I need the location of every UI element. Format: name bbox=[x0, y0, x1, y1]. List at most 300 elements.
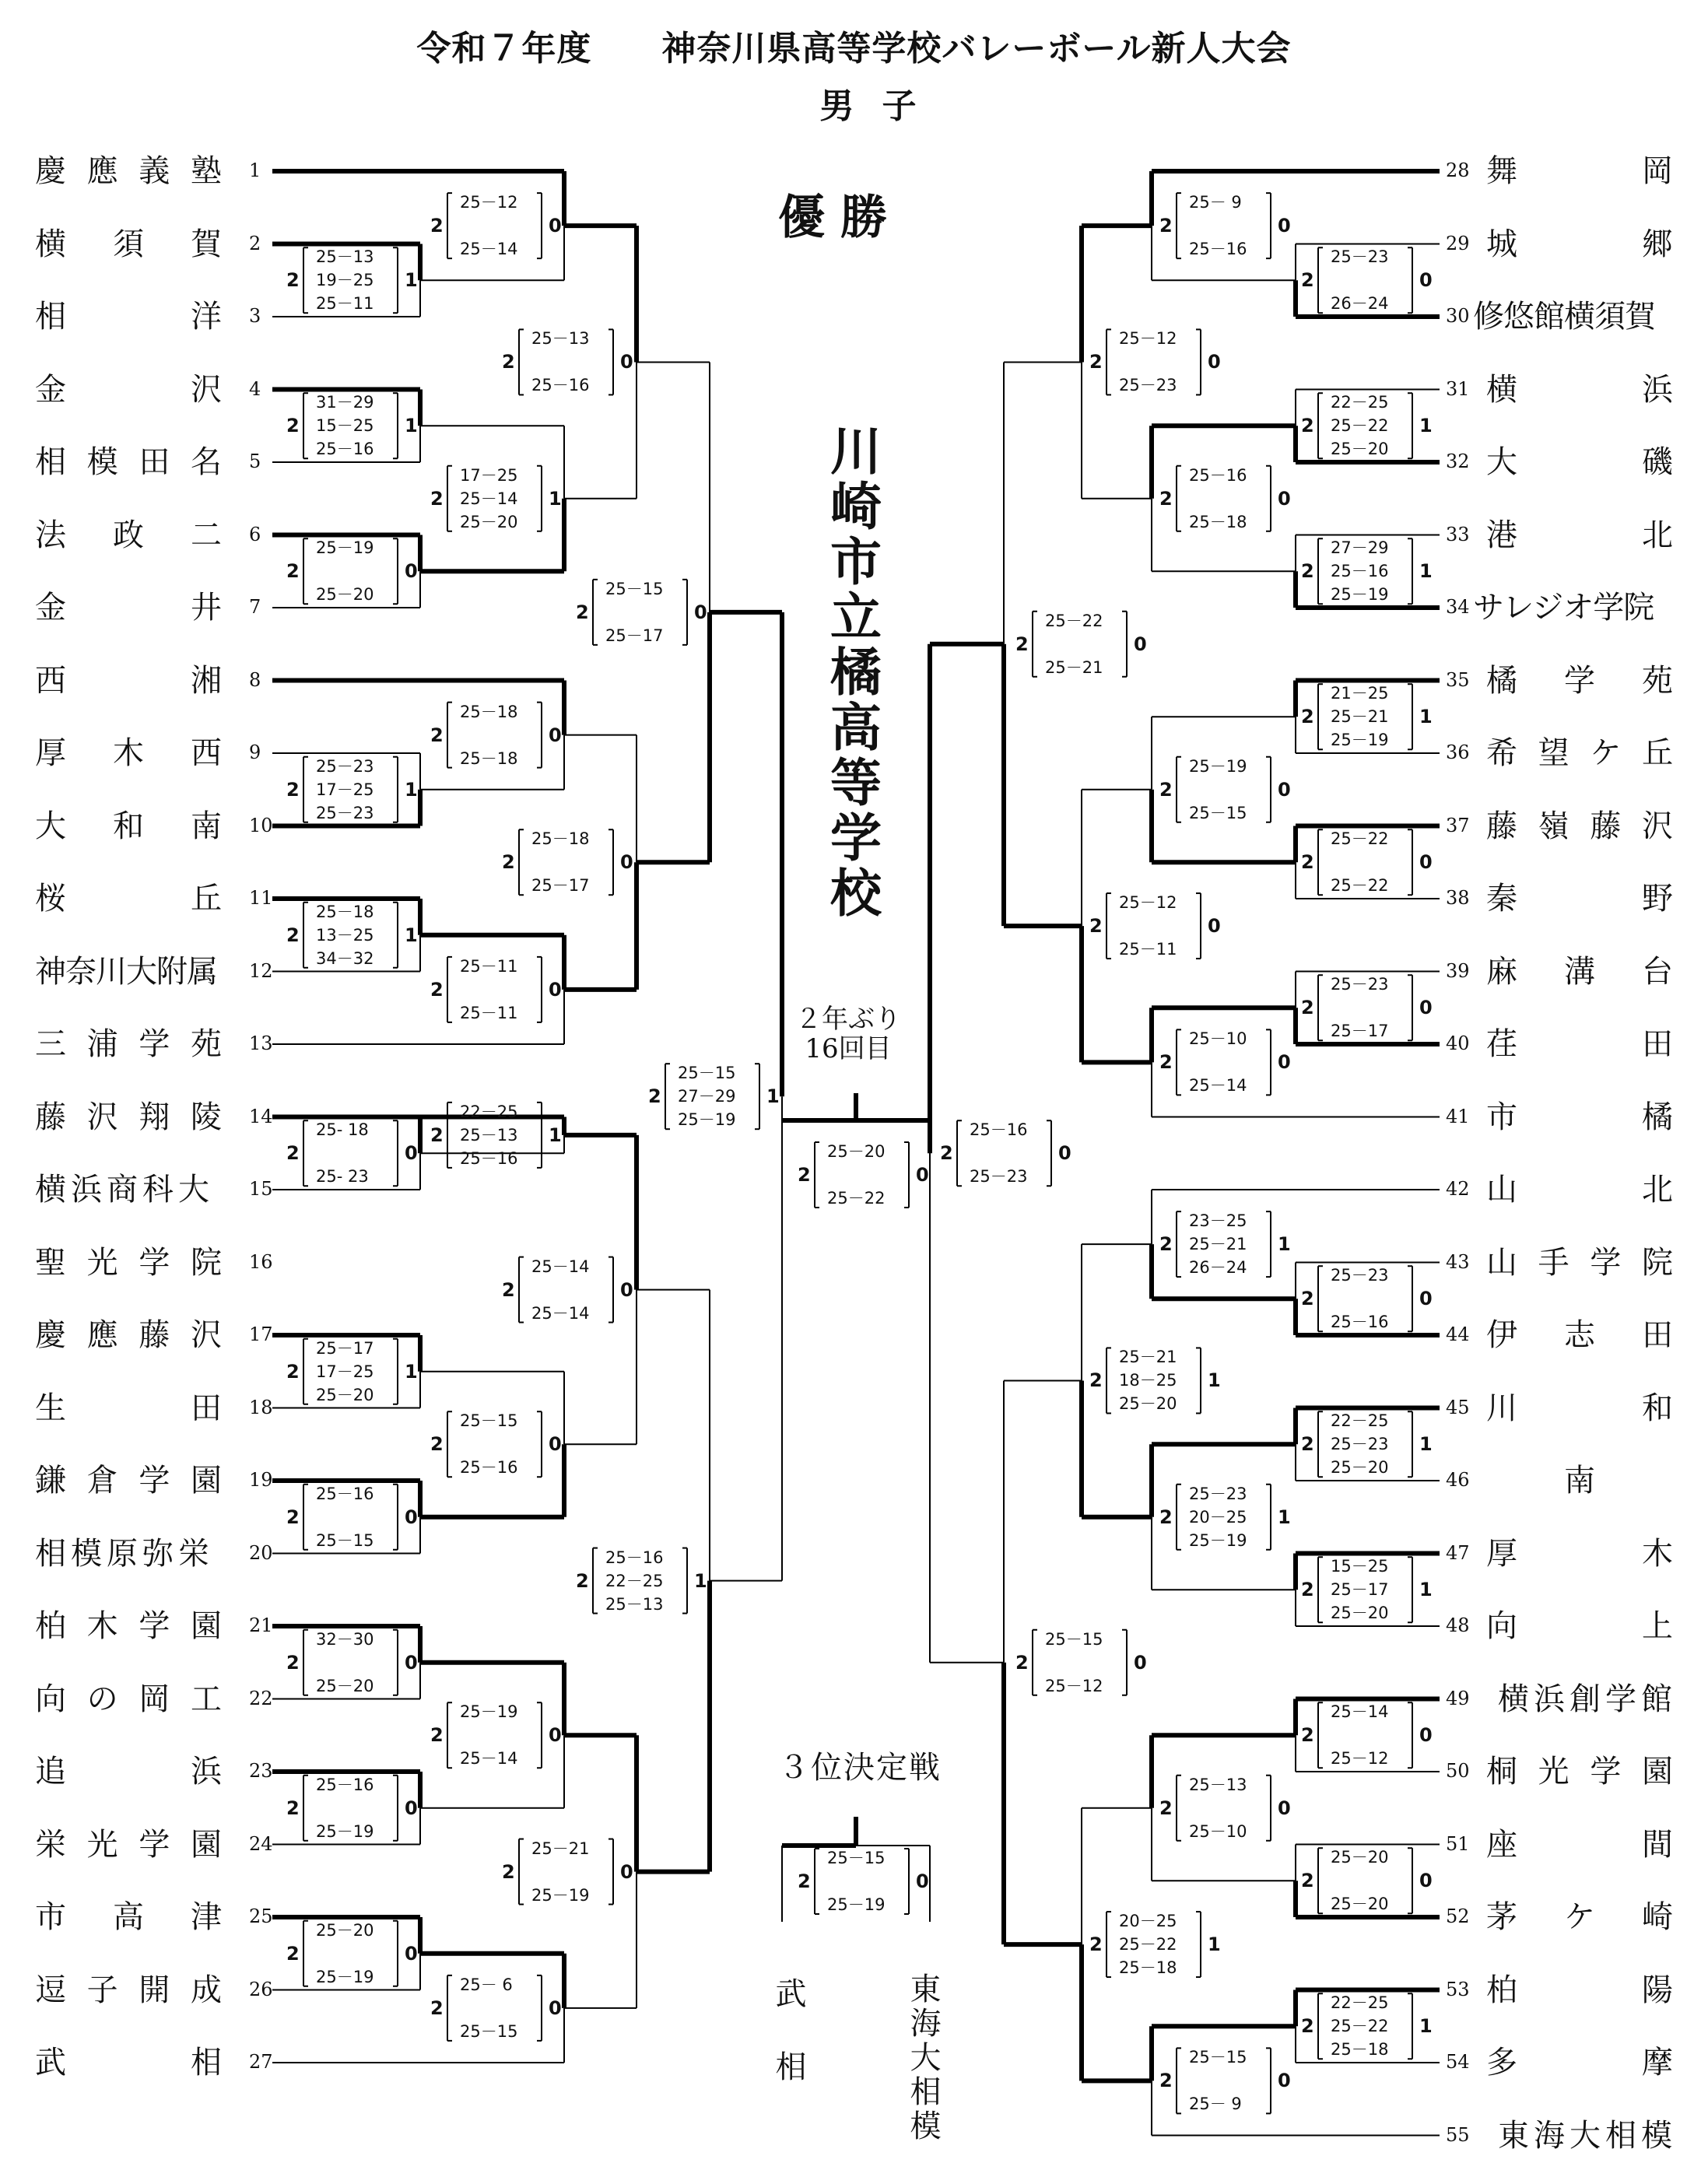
team-name: 横浜創学館 bbox=[1498, 1681, 1677, 1717]
match-sets-won-a: 2 bbox=[1159, 1506, 1173, 1528]
set-score: 25－13 bbox=[1189, 1775, 1247, 1794]
team-name-char: 相 bbox=[35, 444, 66, 480]
page-subtitle: 男子 bbox=[819, 86, 945, 126]
match-sets-won-b: 0 bbox=[694, 601, 707, 623]
team-name-char: 学 bbox=[139, 1244, 170, 1281]
team-name-char: 田 bbox=[139, 444, 170, 480]
left-team-27 bbox=[35, 2039, 222, 2086]
team-name-char: 丘 bbox=[1641, 735, 1673, 771]
set-score: 25－20 bbox=[1331, 1458, 1389, 1478]
match-sets-won-a: 2 bbox=[648, 1085, 661, 1108]
team-name-char: 高 bbox=[113, 1899, 144, 1935]
team-name-char: 望 bbox=[1538, 735, 1569, 771]
match-sets-won-a: 2 bbox=[286, 778, 300, 801]
set-score: 25－16 bbox=[316, 1775, 374, 1794]
team-name-char: 法 bbox=[35, 517, 66, 553]
set-score: 25－17 bbox=[531, 876, 590, 896]
match-sets-won-a: 2 bbox=[430, 1124, 444, 1146]
set-score: 25－11 bbox=[460, 1003, 518, 1022]
set-score: 25－23 bbox=[1331, 1435, 1389, 1454]
team-name-char: 市 bbox=[35, 1899, 66, 1935]
set-score: 25－13 bbox=[605, 1594, 664, 1614]
team-name-char: 木 bbox=[86, 1608, 118, 1644]
set-score: 25－14 bbox=[460, 489, 518, 508]
match-sets-won-a: 2 bbox=[286, 560, 300, 583]
set-score: 25－17 bbox=[1331, 1580, 1389, 1600]
team-name-char: 藤 bbox=[1590, 808, 1622, 844]
match-sets-won-b: 0 bbox=[549, 215, 562, 237]
match-sets-won-a: 2 bbox=[502, 851, 515, 874]
team-name-char: 相 bbox=[191, 2045, 222, 2081]
team-name-char: 学 bbox=[139, 1608, 170, 1644]
match-sets-won-b: 1 bbox=[1419, 1579, 1433, 1601]
seed-number: 45 bbox=[1446, 1396, 1470, 1418]
seed-number: 37 bbox=[1446, 814, 1470, 836]
match-sets-won-b: 1 bbox=[1419, 2015, 1433, 2038]
left-team-20 bbox=[35, 1530, 222, 1577]
match-sets-won-b: 0 bbox=[916, 1870, 929, 1892]
team-name-char: 生 bbox=[35, 1390, 66, 1426]
set-score: 25－12 bbox=[1331, 1749, 1389, 1769]
match-sets-won-b: 0 bbox=[405, 560, 418, 583]
team-name-char: 苑 bbox=[1642, 662, 1673, 699]
seed-number: 18 bbox=[249, 1396, 273, 1418]
match-sets-won-a: 2 bbox=[1015, 633, 1029, 655]
team-name-char: 浦 bbox=[86, 1026, 118, 1062]
seed-number: 53 bbox=[1446, 1978, 1470, 2000]
left-team-11 bbox=[35, 875, 222, 922]
match-sets-won-b: 1 bbox=[1278, 1233, 1291, 1256]
team-name-char: 和 bbox=[113, 808, 144, 844]
set-score: 25- 23 bbox=[316, 1167, 369, 1187]
match-sets-won-a: 2 bbox=[1159, 215, 1173, 237]
set-score: 25－12 bbox=[1119, 893, 1177, 913]
set-score: 22－25 bbox=[605, 1571, 664, 1590]
match-sets-won-a: 2 bbox=[286, 1142, 300, 1165]
match-sets-won-b: 0 bbox=[620, 1278, 633, 1301]
match-sets-won-b: 1 bbox=[549, 1124, 562, 1146]
set-score: 25－20 bbox=[316, 1920, 374, 1940]
seed-number: 39 bbox=[1446, 959, 1470, 982]
team-name-char: 横 bbox=[1486, 371, 1517, 408]
set-score: 25－12 bbox=[1119, 329, 1177, 349]
seed-number: 47 bbox=[1446, 1541, 1470, 1564]
set-score: 25－23 bbox=[1331, 975, 1389, 994]
seed-number: 25 bbox=[249, 1905, 273, 1927]
left-team-25 bbox=[35, 1894, 222, 1940]
match-sets-won-b: 1 bbox=[694, 1569, 707, 1592]
team-name-char: 大 bbox=[35, 808, 66, 844]
team-name-char: 厚 bbox=[1486, 1535, 1517, 1572]
match-sets-won-b: 0 bbox=[1208, 915, 1221, 938]
left-team-15 bbox=[35, 1166, 222, 1213]
match-sets-won-a: 2 bbox=[1159, 1797, 1173, 1819]
seed-number: 32 bbox=[1446, 450, 1470, 472]
match-sets-won-a: 2 bbox=[430, 1433, 444, 1456]
set-score: 25－14 bbox=[1189, 1076, 1247, 1096]
match-sets-won-a: 2 bbox=[798, 1870, 811, 1892]
page-title: 令和７年度 神奈川県高等学校バレーボール新人大会 bbox=[416, 29, 1292, 68]
set-score: 22－25 bbox=[1331, 1411, 1389, 1431]
match-sets-won-a: 2 bbox=[430, 487, 444, 510]
seed-number: 52 bbox=[1446, 1905, 1470, 1927]
set-score: 25－16 bbox=[316, 1484, 374, 1503]
team-name-char: 子 bbox=[86, 1972, 118, 2008]
set-score: 25－15 bbox=[678, 1064, 736, 1083]
seed-number: 17 bbox=[249, 1323, 273, 1345]
match-sets-won-a: 2 bbox=[1301, 269, 1314, 292]
match-sets-won-a: 2 bbox=[1159, 1233, 1173, 1256]
set-score: 25－16 bbox=[531, 376, 590, 395]
right-team-40 bbox=[1486, 1021, 1673, 1067]
match-sets-won-b: 1 bbox=[1419, 706, 1433, 728]
seed-number: 20 bbox=[249, 1541, 273, 1564]
match-sets-won-a: 2 bbox=[502, 1860, 515, 1883]
set-score: 18－25 bbox=[1119, 1371, 1177, 1390]
set-score: 25－20 bbox=[827, 1142, 886, 1161]
team-name-char: 藤 bbox=[1486, 808, 1517, 844]
seed-number: 3 bbox=[249, 305, 261, 327]
team-name: 東海大相模 bbox=[1498, 2117, 1677, 2154]
match-sets-won-a: 2 bbox=[1089, 1369, 1103, 1392]
set-score: 25－20 bbox=[316, 1676, 374, 1695]
set-score: 25－11 bbox=[460, 956, 518, 976]
seed-number: 55 bbox=[1446, 2123, 1470, 2146]
set-score: 25－19 bbox=[1189, 756, 1247, 776]
team-name-char: ケ bbox=[1564, 1899, 1595, 1935]
set-score: 25－23 bbox=[316, 803, 374, 822]
left-team-4 bbox=[35, 366, 222, 413]
team-name-char: の bbox=[86, 1681, 118, 1717]
left-team-3 bbox=[35, 293, 222, 340]
match-sets-won-b: 0 bbox=[549, 1433, 562, 1456]
set-score: 25－14 bbox=[460, 1749, 518, 1769]
set-score: 25－12 bbox=[460, 193, 518, 212]
match-sets-won-b: 0 bbox=[1419, 1870, 1433, 1892]
team-name-char: 田 bbox=[191, 1390, 222, 1426]
team-name-char: 苑 bbox=[190, 1026, 222, 1062]
team-name-char: 学 bbox=[1590, 1244, 1622, 1281]
team-name-char: 光 bbox=[1538, 1754, 1569, 1790]
left-team-7 bbox=[35, 584, 222, 631]
team-name-char: 溝 bbox=[1564, 953, 1595, 990]
match-sets-won-a: 2 bbox=[286, 415, 300, 437]
seed-number: 46 bbox=[1446, 1469, 1470, 1491]
seed-number: 50 bbox=[1446, 1760, 1470, 1782]
set-score: 25－13 bbox=[460, 1125, 518, 1145]
champion-name: 川崎市立橘高等学校 bbox=[830, 422, 882, 924]
match-sets-won-a: 2 bbox=[1159, 1051, 1173, 1074]
match-sets-won-a: 2 bbox=[1089, 351, 1103, 373]
left-team-10 bbox=[35, 803, 222, 850]
right-team-32 bbox=[1486, 439, 1673, 486]
match-sets-won-a: 2 bbox=[502, 351, 515, 373]
right-team-47 bbox=[1486, 1530, 1673, 1577]
set-score: 25－13 bbox=[316, 247, 374, 267]
team-name-char: 模 bbox=[86, 444, 118, 480]
right-team-50 bbox=[1486, 1748, 1673, 1795]
team-name-char: 志 bbox=[1564, 1317, 1595, 1353]
set-score: 25－16 bbox=[460, 1458, 518, 1478]
set-score: 19－25 bbox=[316, 271, 374, 290]
team-name-char: 間 bbox=[1642, 1826, 1673, 1863]
set-score: 25－14 bbox=[531, 1257, 590, 1276]
set-score: 25－17 bbox=[316, 1338, 374, 1358]
team-name-char: 学 bbox=[139, 1026, 170, 1062]
team-name-char: 田 bbox=[1642, 1317, 1673, 1353]
match-sets-won-a: 2 bbox=[1159, 778, 1173, 801]
set-score: 25－20 bbox=[316, 585, 374, 605]
match-sets-won-b: 1 bbox=[405, 269, 418, 292]
team-name-char: 洋 bbox=[191, 299, 222, 335]
champion-note-years: ２年ぶり bbox=[795, 1004, 901, 1035]
match-sets-won-a: 2 bbox=[940, 1142, 953, 1165]
set-score: 25－16 bbox=[1189, 465, 1247, 485]
team-name-char: 荏 bbox=[1486, 1026, 1517, 1062]
team-name-char: 沢 bbox=[190, 1317, 222, 1353]
team-name-char: 慶 bbox=[35, 1317, 66, 1353]
set-score: 25－14 bbox=[460, 240, 518, 259]
team-name-char: 北 bbox=[1642, 517, 1673, 553]
team-name-char: 浜 bbox=[1642, 371, 1673, 408]
right-team-54 bbox=[1486, 2039, 1673, 2086]
seed-number: 6 bbox=[249, 523, 261, 545]
set-score: 25－16 bbox=[605, 1548, 664, 1567]
left-team-13 bbox=[35, 1021, 222, 1067]
team-name: 神奈川大附属 bbox=[35, 953, 217, 990]
set-score: 25－19 bbox=[827, 1895, 886, 1914]
match-sets-won-b: 1 bbox=[1419, 1433, 1433, 1456]
team-name-char: 学 bbox=[139, 1463, 170, 1499]
set-score: 25－18 bbox=[1331, 2040, 1389, 2060]
match-sets-won-a: 2 bbox=[1301, 1433, 1314, 1456]
seed-number: 9 bbox=[249, 741, 261, 763]
team-name-char: 橘 bbox=[1642, 1099, 1673, 1135]
team-name-char: 学 bbox=[1564, 662, 1595, 699]
left-team-22 bbox=[35, 1676, 222, 1723]
team-name-char: 舞 bbox=[1486, 153, 1517, 189]
team-name-char: 手 bbox=[1538, 1244, 1569, 1281]
set-score: 25－20 bbox=[1331, 1604, 1389, 1623]
set-score: 25－18 bbox=[1189, 512, 1247, 531]
set-score: 25－15 bbox=[1189, 803, 1247, 822]
match-sets-won-a: 2 bbox=[286, 1506, 300, 1528]
seed-number: 49 bbox=[1446, 1687, 1470, 1709]
team-name-char: 郷 bbox=[1642, 226, 1673, 262]
seed-number: 21 bbox=[249, 1614, 273, 1636]
match-sets-won-b: 0 bbox=[1208, 351, 1221, 373]
left-team-19 bbox=[35, 1457, 222, 1504]
right-team-28 bbox=[1486, 148, 1673, 195]
match-sets-won-a: 2 bbox=[1301, 2015, 1314, 2038]
team-name-char: 逗 bbox=[35, 1972, 66, 2008]
set-score: 25－21 bbox=[1045, 657, 1103, 677]
seed-number: 54 bbox=[1446, 2051, 1470, 2073]
match-sets-won-a: 2 bbox=[502, 1278, 515, 1301]
match-sets-won-a: 2 bbox=[1301, 851, 1314, 874]
team-name-char: 学 bbox=[139, 1826, 170, 1863]
match-sets-won-b: 1 bbox=[405, 415, 418, 437]
team-name-char: 秦 bbox=[1486, 881, 1517, 917]
set-score: 20－25 bbox=[1189, 1507, 1247, 1527]
set-score: 25－22 bbox=[1045, 611, 1103, 630]
set-score: 25- 18 bbox=[316, 1120, 369, 1140]
set-score: 25－19 bbox=[1331, 585, 1389, 605]
match-sets-won-a: 2 bbox=[1301, 997, 1314, 1019]
team-name-char: 武 bbox=[35, 2045, 66, 2081]
team-name-char: 崎 bbox=[1642, 1899, 1673, 1935]
set-score: 25－15 bbox=[460, 1411, 518, 1431]
match-sets-won-b: 0 bbox=[916, 1164, 929, 1186]
team-name-char: 浜 bbox=[191, 1754, 222, 1790]
seed-number: 23 bbox=[249, 1760, 273, 1782]
team-name-char: 成 bbox=[190, 1972, 222, 2008]
left-team-18 bbox=[35, 1385, 222, 1432]
match-sets-won-a: 2 bbox=[576, 1569, 589, 1592]
set-score: 25－10 bbox=[1189, 1029, 1247, 1049]
left-team-14 bbox=[35, 1094, 222, 1141]
set-score: 25－15 bbox=[1045, 1629, 1103, 1649]
team-name-char: 慶 bbox=[35, 153, 66, 189]
left-team-23 bbox=[35, 1748, 222, 1795]
team-name-char: 栄 bbox=[35, 1826, 66, 1863]
right-team-36 bbox=[1486, 730, 1673, 776]
team-name-char: 義 bbox=[139, 153, 170, 189]
team-name-char: 座 bbox=[1486, 1826, 1517, 1863]
set-score: 23－25 bbox=[1189, 1211, 1247, 1231]
set-score: 20－25 bbox=[1119, 1912, 1177, 1931]
seed-number: 14 bbox=[249, 1105, 273, 1127]
team-name-char: 沢 bbox=[1641, 808, 1673, 844]
match-sets-won-a: 2 bbox=[286, 1797, 300, 1819]
third-place-label: ３位決定戦 bbox=[778, 1750, 942, 1786]
right-team-48 bbox=[1486, 1603, 1673, 1649]
right-team-31 bbox=[1486, 366, 1673, 413]
set-score: 25－19 bbox=[316, 1821, 374, 1841]
match-sets-won-a: 2 bbox=[1015, 1651, 1029, 1674]
set-score: 25－ 6 bbox=[460, 1975, 513, 1994]
right-team-29 bbox=[1486, 221, 1673, 268]
seed-number: 44 bbox=[1446, 1323, 1470, 1345]
team-name-char: 学 bbox=[1590, 1754, 1622, 1790]
set-score: 25－20 bbox=[1331, 1895, 1389, 1914]
team-name-char: 沢 bbox=[86, 1099, 118, 1135]
match-sets-won-a: 2 bbox=[1301, 706, 1314, 728]
match-sets-won-b: 0 bbox=[1278, 1797, 1291, 1819]
match-sets-won-a: 2 bbox=[430, 215, 444, 237]
set-score: 25－21 bbox=[1119, 1348, 1177, 1367]
right-team-35 bbox=[1486, 657, 1673, 704]
match-sets-won-b: 1 bbox=[1419, 560, 1433, 583]
right-team-55 bbox=[1498, 2112, 1685, 2159]
set-score: 25－20 bbox=[1119, 1394, 1177, 1414]
seed-number: 11 bbox=[249, 887, 273, 909]
match-sets-won-b: 0 bbox=[1278, 215, 1291, 237]
left-team-2 bbox=[35, 221, 222, 268]
match-sets-won-a: 2 bbox=[1301, 415, 1314, 437]
left-team-6 bbox=[35, 512, 222, 559]
match-sets-won-b: 1 bbox=[549, 487, 562, 510]
team-name-char: 院 bbox=[190, 1244, 222, 1281]
seed-number: 19 bbox=[249, 1469, 273, 1491]
set-score: 25－21 bbox=[1331, 707, 1389, 727]
set-score: 25－10 bbox=[1189, 1821, 1247, 1841]
seed-number: 26 bbox=[249, 1978, 273, 2000]
team-name-char: 院 bbox=[1641, 1244, 1673, 1281]
team-name-char: 鎌 bbox=[35, 1463, 66, 1499]
set-score: 25－ 9 bbox=[1189, 2095, 1242, 2114]
team-name-char: 倉 bbox=[86, 1463, 118, 1499]
set-score: 25－ 9 bbox=[1189, 193, 1242, 212]
set-score: 25－18 bbox=[460, 702, 518, 721]
set-score: 25－22 bbox=[827, 1189, 886, 1208]
team-name-char: 津 bbox=[191, 1899, 222, 1935]
set-score: 25－14 bbox=[531, 1303, 590, 1323]
match-sets-won-a: 2 bbox=[1301, 1724, 1314, 1747]
team-name-char: 摩 bbox=[1642, 2045, 1673, 2081]
seed-number: 41 bbox=[1446, 1105, 1470, 1127]
right-team-52 bbox=[1486, 1894, 1673, 1940]
set-score: 32－30 bbox=[316, 1629, 374, 1649]
team-name-char: 向 bbox=[35, 1681, 66, 1717]
team-name-char: 園 bbox=[190, 1463, 222, 1499]
match-sets-won-b: 0 bbox=[620, 851, 633, 874]
seed-number: 1 bbox=[249, 160, 261, 181]
left-team-12 bbox=[35, 948, 222, 995]
match-sets-won-b: 0 bbox=[1419, 1724, 1433, 1747]
right-team-34 bbox=[1473, 584, 1660, 631]
set-score: 25－16 bbox=[1331, 1313, 1389, 1332]
team-name-char: 向 bbox=[1486, 1608, 1517, 1644]
left-team-16 bbox=[35, 1239, 222, 1286]
match-sets-won-a: 2 bbox=[1301, 1870, 1314, 1892]
set-score: 25－16 bbox=[970, 1120, 1028, 1140]
team-name-char: 塾 bbox=[190, 153, 222, 189]
seed-number: 15 bbox=[249, 1178, 273, 1200]
team-name-char: 名 bbox=[190, 444, 222, 480]
match-sets-won-a: 2 bbox=[576, 601, 589, 623]
set-score: 22－25 bbox=[1331, 1993, 1389, 2013]
team-name-char: 田 bbox=[1642, 1026, 1673, 1062]
team-name-char: 應 bbox=[86, 153, 118, 189]
match-sets-won-b: 0 bbox=[1058, 1142, 1071, 1165]
match-sets-won-b: 1 bbox=[405, 924, 418, 946]
seed-number: 13 bbox=[249, 1032, 273, 1054]
set-score: 25－22 bbox=[1331, 2017, 1389, 2036]
champion-label: 優勝 bbox=[778, 191, 903, 245]
match-sets-won-b: 0 bbox=[1134, 1651, 1147, 1674]
team-name-char: 西 bbox=[35, 662, 66, 699]
set-score: 26－24 bbox=[1331, 294, 1389, 314]
match-sets-won-b: 1 bbox=[766, 1085, 780, 1108]
set-score: 22－25 bbox=[460, 1102, 518, 1121]
set-score: 25－18 bbox=[460, 748, 518, 768]
team-name-char: 二 bbox=[191, 517, 222, 553]
set-score: 17－25 bbox=[460, 465, 518, 485]
set-score: 25－15 bbox=[316, 1530, 374, 1550]
match-sets-won-b: 1 bbox=[405, 1360, 418, 1383]
team-name-char: 翔 bbox=[139, 1099, 170, 1135]
match-sets-won-a: 2 bbox=[286, 269, 300, 292]
match-sets-won-b: 1 bbox=[1208, 1933, 1221, 1956]
left-team-24 bbox=[35, 1821, 222, 1868]
team-name-char: 多 bbox=[1486, 2045, 1517, 2081]
match-sets-won-b: 0 bbox=[549, 978, 562, 1001]
set-score: 25－18 bbox=[1119, 1958, 1177, 1978]
set-score: 15－25 bbox=[316, 416, 374, 436]
team-name-char: 上 bbox=[1642, 1608, 1673, 1644]
team-name-char: 藤 bbox=[35, 1099, 66, 1135]
